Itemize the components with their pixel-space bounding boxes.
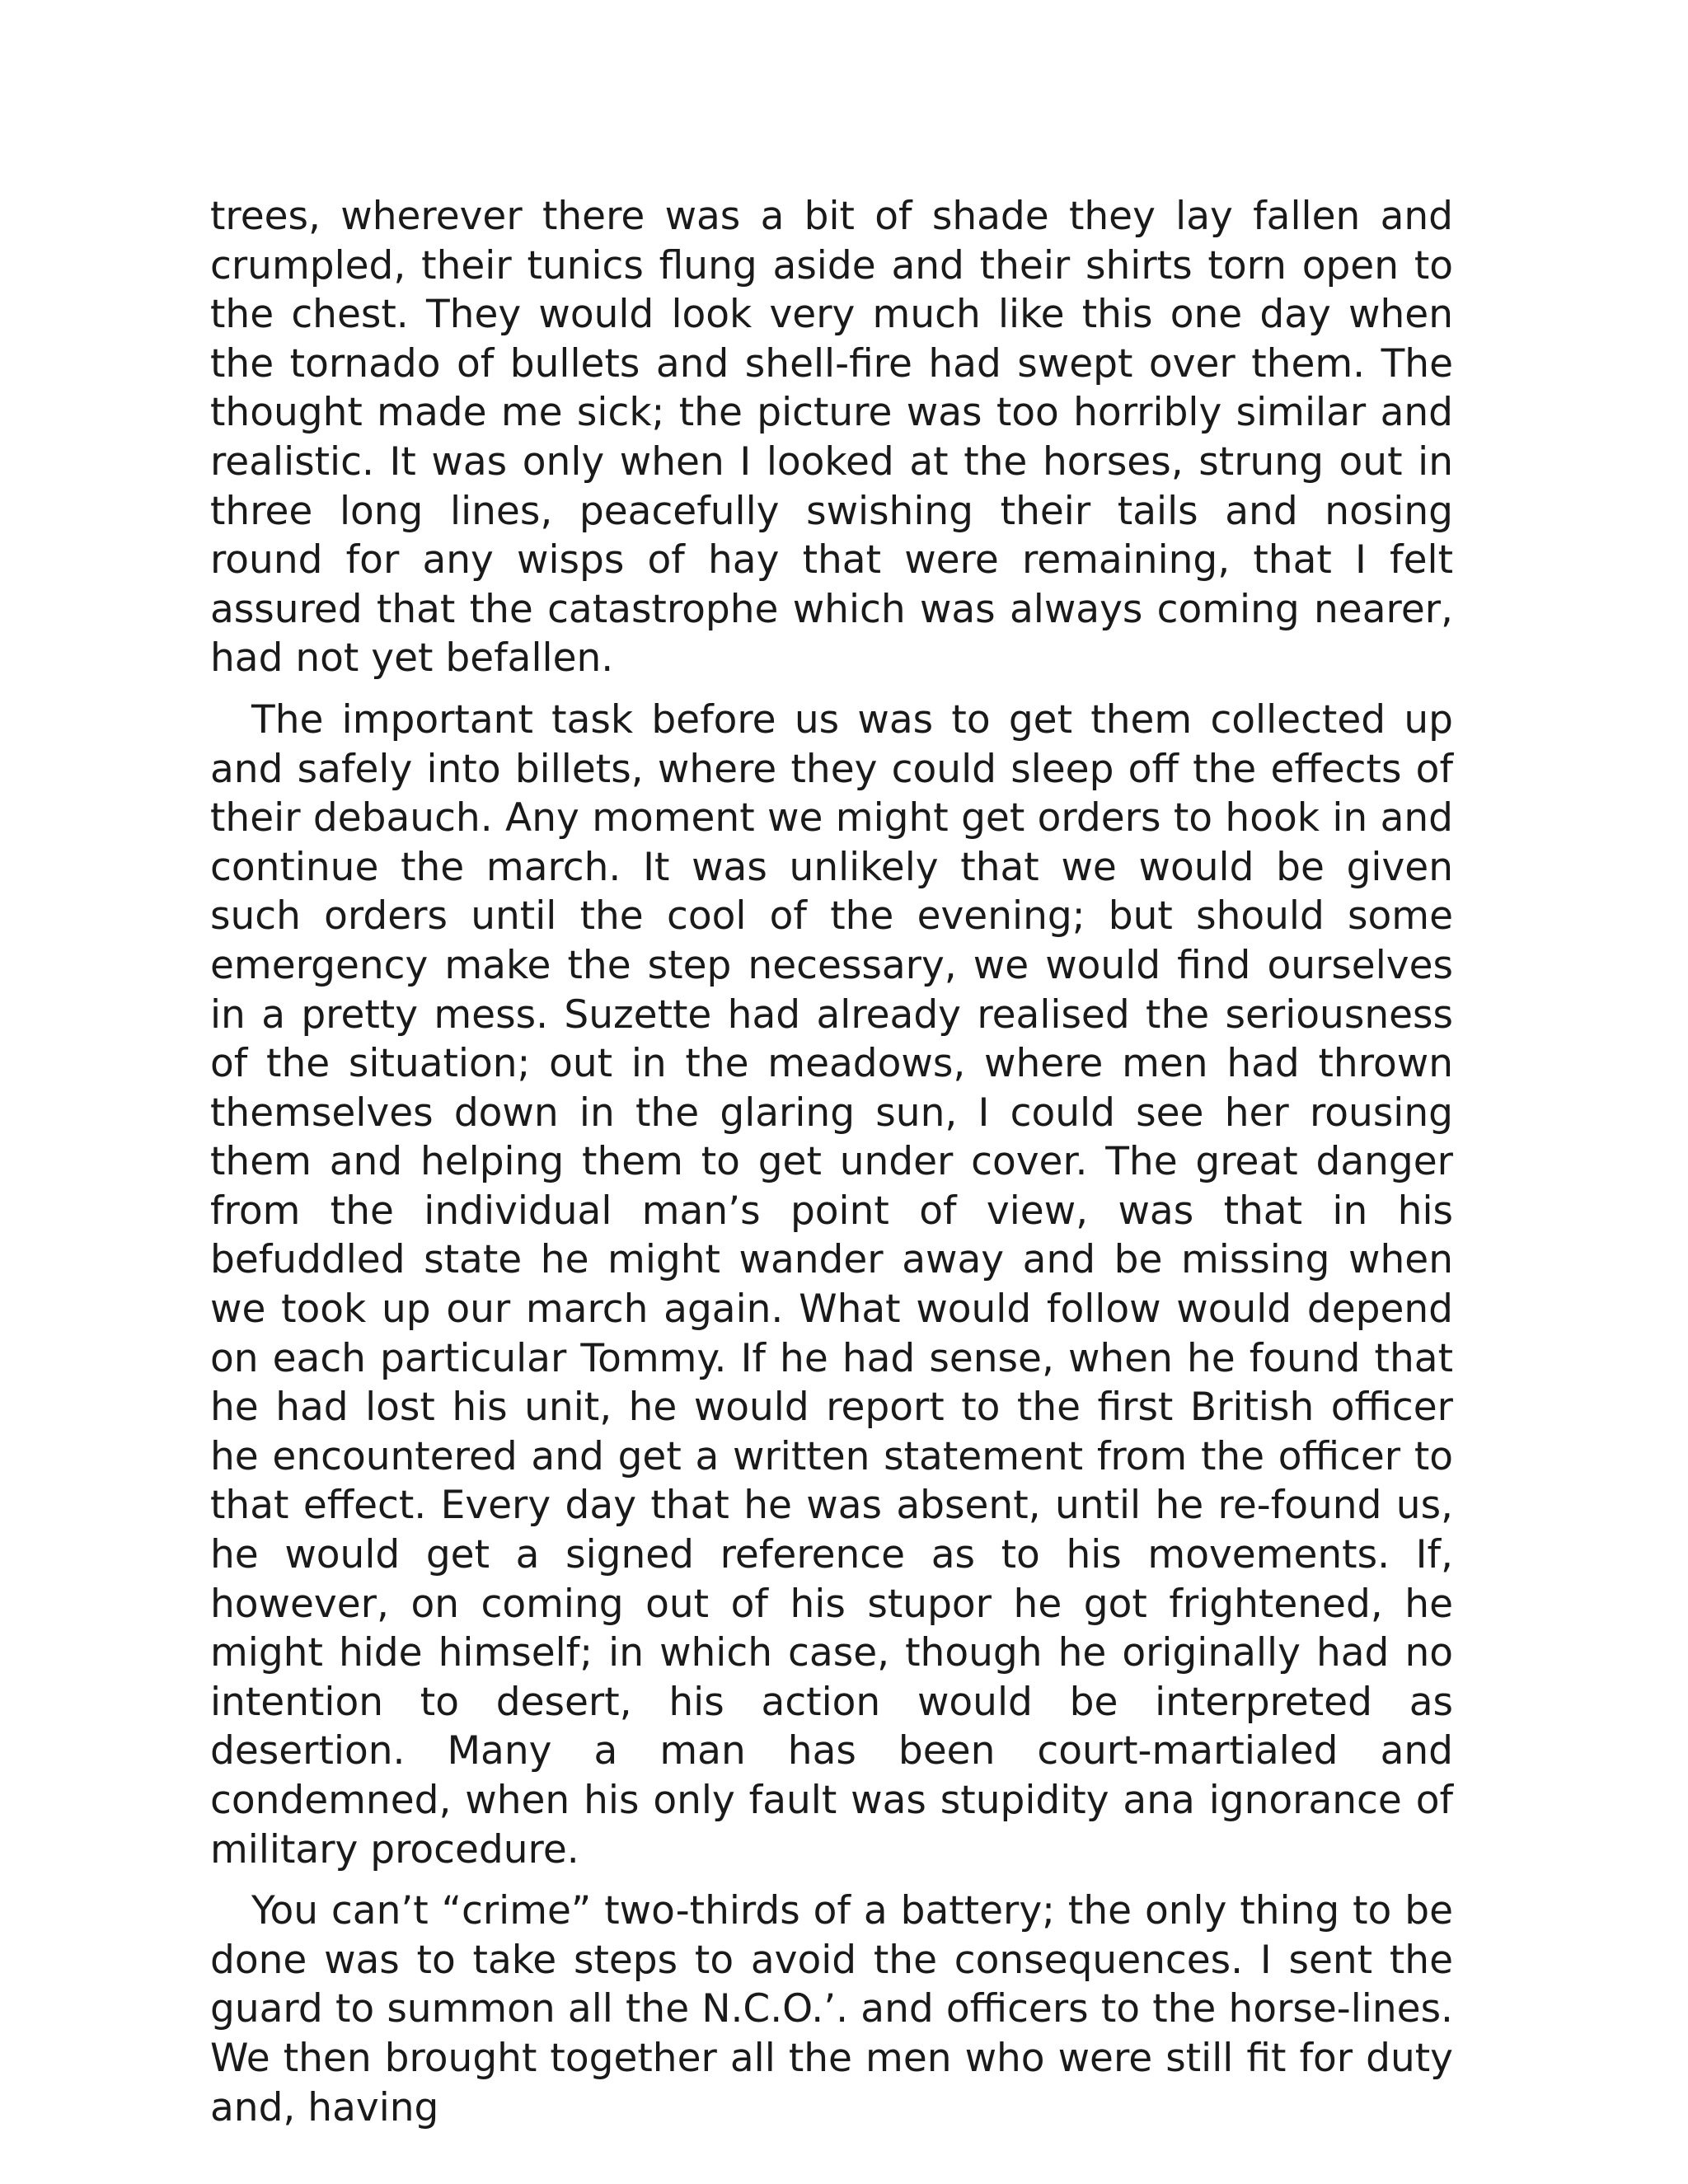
body-text (210, 192, 1453, 2144)
paragraph: The important task before us was to get them collected up and safely into billets, where they could sleep off the effects of their debauch. Any moment we might get orders to hook in and continue the march. It was unlikely that we would be given such orders until the cool of the evening; but should some emergency make the step necessary, we would find ourselves in a pretty mess. Suzette had already realised the seriousness of the situation; out in the meadows, where men had thrown themselves down in the glaring sun, I could see her rousing them and helping them to get under cover. The great danger from the individual man’s point of view, was that in his befuddled state he might wander away and be missing when we took up our march again. What would follow would depend on each particular Tommy. If he had sense, when he found that he had lost his unit, he would report to the first British officer he encountered and get a written statement from the officer to that effect. Every day that he was absent, until he re-found us, he would get a signed reference as to his movements. If, however, on coming out of his stupor he got frightened, he might hide himself; in which case, though he originally had no intention to desert, his action would be interpreted as desertion. Many a man has been court-martialed and condemned, when his only fault was stupidity ana ignorance of military procedure. (210, 696, 1453, 1872)
paragraph-continued: trees, wherever there was a bit of shade they lay fallen and crumpled, their tunics flung aside and their shirts torn open to the chest. They would look very much like this one day when the tornado of bullets and shell-fire had swept over them. The thought made me sick; the picture was too horribly similar and realistic. It was only when I looked at the horses, strung out in three long lines, peacefully swishing their tails and nosing round for any wisps of hay that were remaining, that I felt assured that the catastrophe which was always coming nearer, had not yet befallen. (210, 194, 1453, 682)
paragraph: You can’t “crime” two-thirds of a battery; the only thing to be done was to take steps to avoid the consequences. I sent the guard to summon all the N.C.O.’. and officers to the horse-lines. We then brought together all the men who were still fit for duty and, having (210, 1888, 1453, 2130)
